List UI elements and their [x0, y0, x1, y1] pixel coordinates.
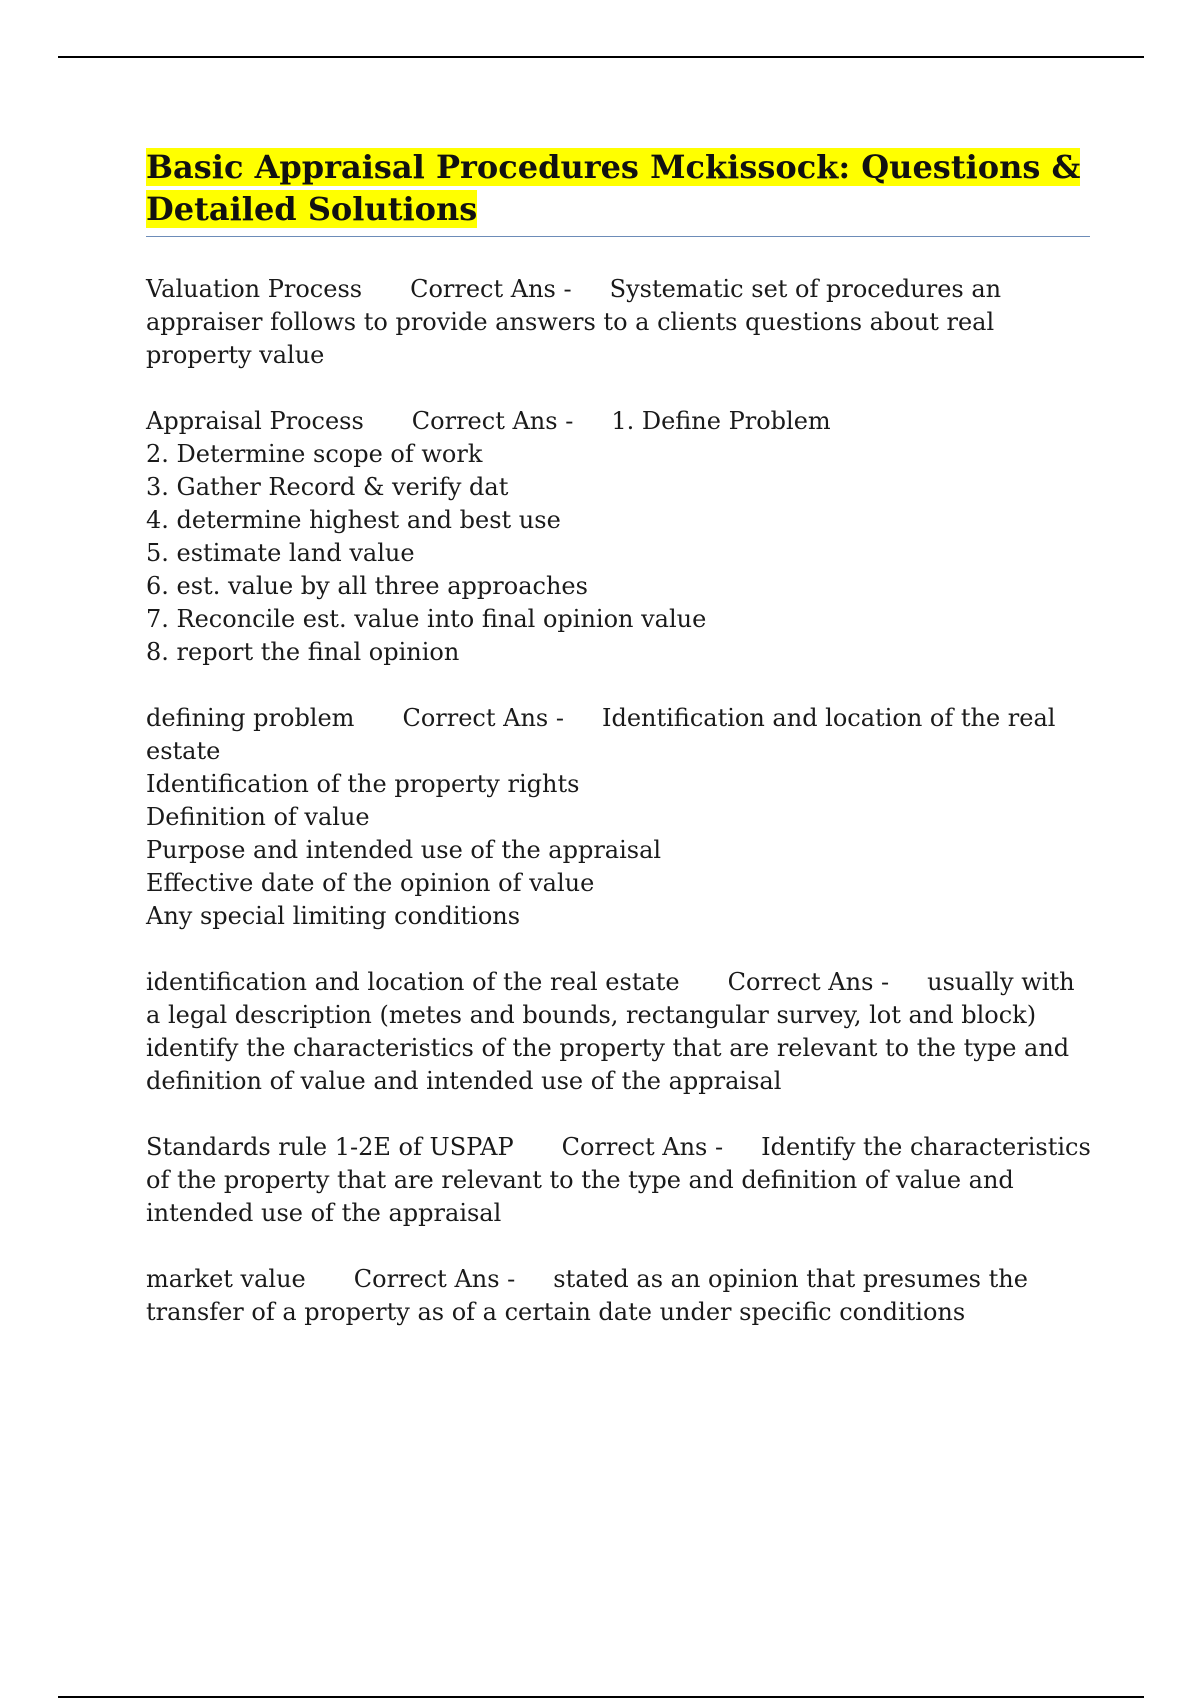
- qa-answer-line: 6. est. value by all three approaches: [146, 572, 588, 600]
- qa-answer-line: a legal description (metes and bounds, rectangular survey, lot and block): [146, 1001, 1037, 1029]
- qa-answer-start: stated as an opinion that presumes the: [553, 1265, 1028, 1293]
- qa-first-line: [146, 405, 1091, 438]
- qa-answer-line: intended use of the appraisal: [146, 1199, 502, 1227]
- qa-answer-line: definition of value and intended use of the appraisal: [146, 1067, 782, 1095]
- document-body: [146, 146, 1091, 1362]
- qa-answer-line: Any special limiting conditions: [146, 902, 521, 930]
- qa-answer-line: 2. Determine scope of work: [146, 440, 483, 468]
- qa-entry: [146, 273, 1091, 372]
- qa-answer-line: transfer of a property as of a certain date under specific conditions: [146, 1298, 966, 1326]
- qa-term: Standards rule 1-2E of USPAP: [146, 1133, 514, 1161]
- qa-entry: [146, 1263, 1091, 1329]
- qa-first-line: [146, 1263, 1091, 1296]
- qa-first-line: [146, 273, 1091, 306]
- answer-marker: Correct Ans -: [411, 407, 574, 435]
- qa-term: market value: [146, 1265, 306, 1293]
- footer-rule: [58, 1696, 1144, 1698]
- qa-answer-start: 1. Define Problem: [611, 407, 831, 435]
- title-underline: [146, 236, 1090, 237]
- qa-answer-start: Identify the characteristics: [761, 1133, 1091, 1161]
- qa-answer-line: 3. Gather Record & verify dat: [146, 473, 509, 501]
- qa-answer-line: of the property that are relevant to the type and definition of value and: [146, 1166, 1014, 1194]
- document-title: [146, 146, 1091, 230]
- qa-answer-line: Identification of the property rights: [146, 770, 580, 798]
- qa-answer-line: 8. report the final opinion: [146, 638, 460, 666]
- qa-answer-line: Effective date of the opinion of value: [146, 869, 595, 897]
- answer-marker: Correct Ans -: [561, 1133, 724, 1161]
- answer-marker: Correct Ans -: [353, 1265, 516, 1293]
- header-rule: [58, 56, 1144, 58]
- qa-answer-line: 5. estimate land value: [146, 539, 415, 567]
- qa-first-line: [146, 702, 1091, 735]
- qa-answer-start: Systematic set of procedures an: [609, 275, 1002, 303]
- qa-first-line: [146, 966, 1091, 999]
- qa-entry: [146, 1131, 1091, 1230]
- qa-answer-line: appraiser follows to provide answers to a clients questions about real: [146, 308, 995, 336]
- qa-answer-line: Definition of value: [146, 803, 370, 831]
- qa-answer-line: estate: [146, 737, 221, 765]
- qa-term: identification and location of the real estate: [146, 968, 680, 996]
- qa-answer-start: usually with: [927, 968, 1075, 996]
- qa-answer-line: Purpose and intended use of the appraisal: [146, 836, 662, 864]
- qa-answer-start: Identification and location of the real: [601, 704, 1056, 732]
- title-line-2: Detailed Solutions: [146, 190, 478, 228]
- answer-marker: Correct Ans -: [727, 968, 890, 996]
- qa-answer-line: 7. Reconcile est. value into final opinion value: [146, 605, 707, 633]
- qa-first-line: [146, 1131, 1091, 1164]
- qa-term: Appraisal Process: [146, 407, 364, 435]
- answer-marker: Correct Ans -: [402, 704, 564, 732]
- qa-entry: [146, 405, 1091, 669]
- title-line-1: Basic Appraisal Procedures Mckissock: Questions &: [146, 148, 1081, 186]
- answer-marker: Correct Ans -: [410, 275, 572, 303]
- qa-list: [146, 273, 1091, 1329]
- qa-term: Valuation Process: [146, 275, 363, 303]
- qa-answer-line: identify the characteristics of the property that are relevant to the type and: [146, 1034, 1070, 1062]
- qa-answer-line: property value: [146, 341, 325, 369]
- qa-entry: [146, 702, 1091, 933]
- qa-answer-line: 4. determine highest and best use: [146, 506, 561, 534]
- qa-entry: [146, 966, 1091, 1098]
- qa-term: defining problem: [146, 704, 355, 732]
